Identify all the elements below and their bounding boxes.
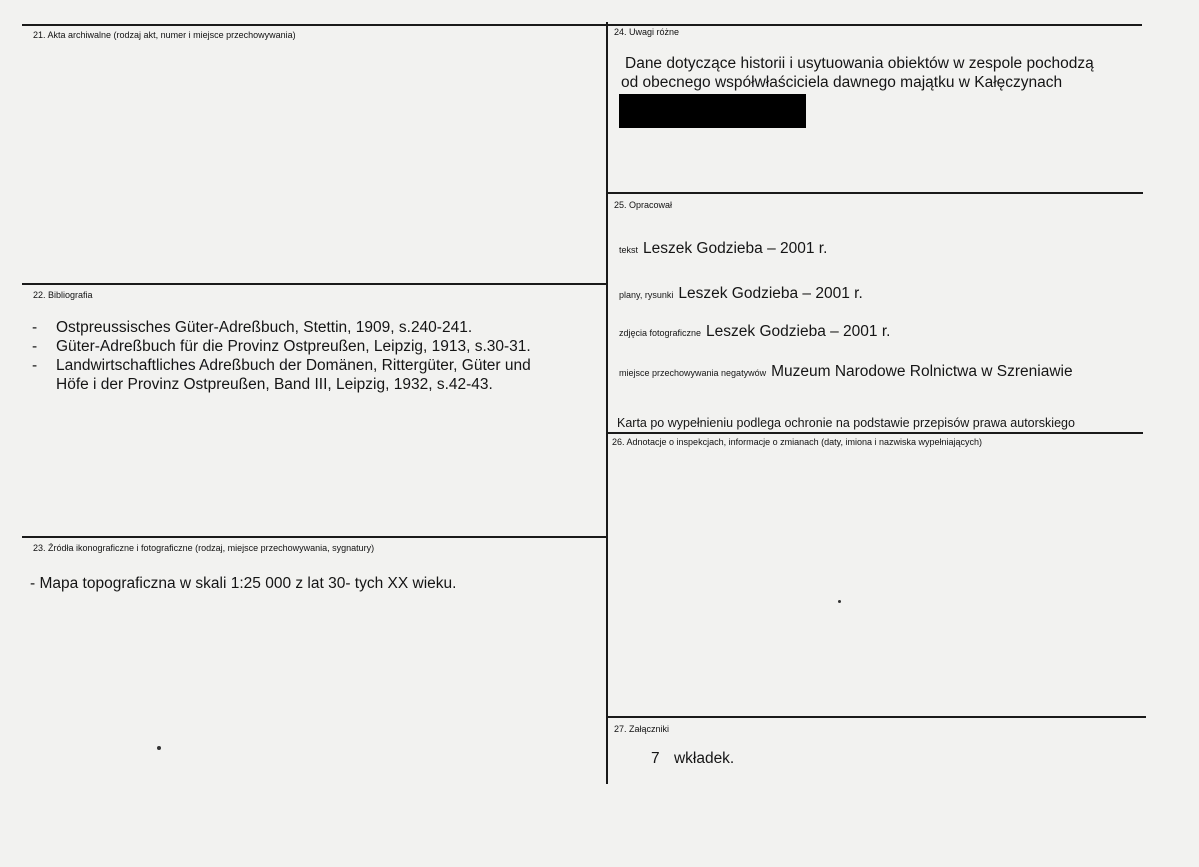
author-photos-row — [619, 323, 890, 342]
scan-speck — [838, 600, 841, 603]
author-row-value: Leszek Godzieba – 2001 r. — [678, 285, 863, 302]
rule-22-23 — [22, 536, 607, 538]
attachments-text — [651, 750, 734, 768]
rule-21-22 — [22, 283, 607, 285]
iconographic-sources-text: - Mapa topograficzna w skali 1:25 000 z lat 30- tych XX wieku. — [30, 575, 457, 592]
scan-speck — [157, 746, 161, 750]
author-row-value: Leszek Godzieba – 2001 r. — [706, 323, 891, 340]
section-26-header: 26. Adnotacje o inspekcjach, informacje o zmianach (daty, imiona i nazwiska wypełniających) — [612, 437, 983, 447]
attachments-label: wkładek. — [673, 750, 735, 767]
author-text-row — [619, 240, 827, 259]
author-row-label: miejsce przechowywania negatywów — [619, 368, 767, 378]
rule-25-26 — [606, 432, 1143, 434]
remarks-line-1: Dane dotyczące historii i usytuowania obiektów w zespole pochodzą — [625, 55, 1094, 72]
author-plans-row — [619, 285, 863, 304]
remarks-line-2: od obecnego współwłaściciela dawnego majątku w Kałęczynach — [621, 74, 1063, 91]
rule-24-25 — [606, 192, 1143, 194]
section-22-header: 22. Bibliografia — [33, 290, 93, 300]
author-row-label: zdjęcia fotograficzne — [619, 328, 702, 338]
section-27-header: 27. Załączniki — [614, 724, 670, 734]
redaction-block — [619, 94, 806, 128]
section-25-header: 25. Opracował — [614, 200, 673, 210]
rule-26-27 — [606, 716, 1146, 718]
author-row-label: plany, rysunki — [619, 290, 674, 300]
top-rule — [22, 24, 1142, 26]
author-row-label: tekst — [619, 245, 639, 255]
copyright-notice: Karta po wypełnieniu podlega ochronie na podstawie przepisów prawa autorskiego — [617, 416, 1075, 430]
author-row-value: Muzeum Narodowe Rolnictwa w Szreniawie — [771, 363, 1073, 380]
section-24-header: 24. Uwagi różne — [614, 27, 680, 37]
column-divider — [606, 22, 608, 784]
section-21-header: 21. Akta archiwalne (rodzaj akt, numer i miejsce przechowywania) — [33, 30, 296, 40]
author-row-value: Leszek Godzieba – 2001 r. — [643, 240, 828, 257]
attachments-count: 7 — [651, 750, 660, 767]
section-23-header: 23. Źródła ikonograficzne i fotograficzne (rodzaj, miejsce przechowywania, sygnatury) — [33, 543, 375, 553]
negatives-storage-row — [619, 363, 1073, 382]
